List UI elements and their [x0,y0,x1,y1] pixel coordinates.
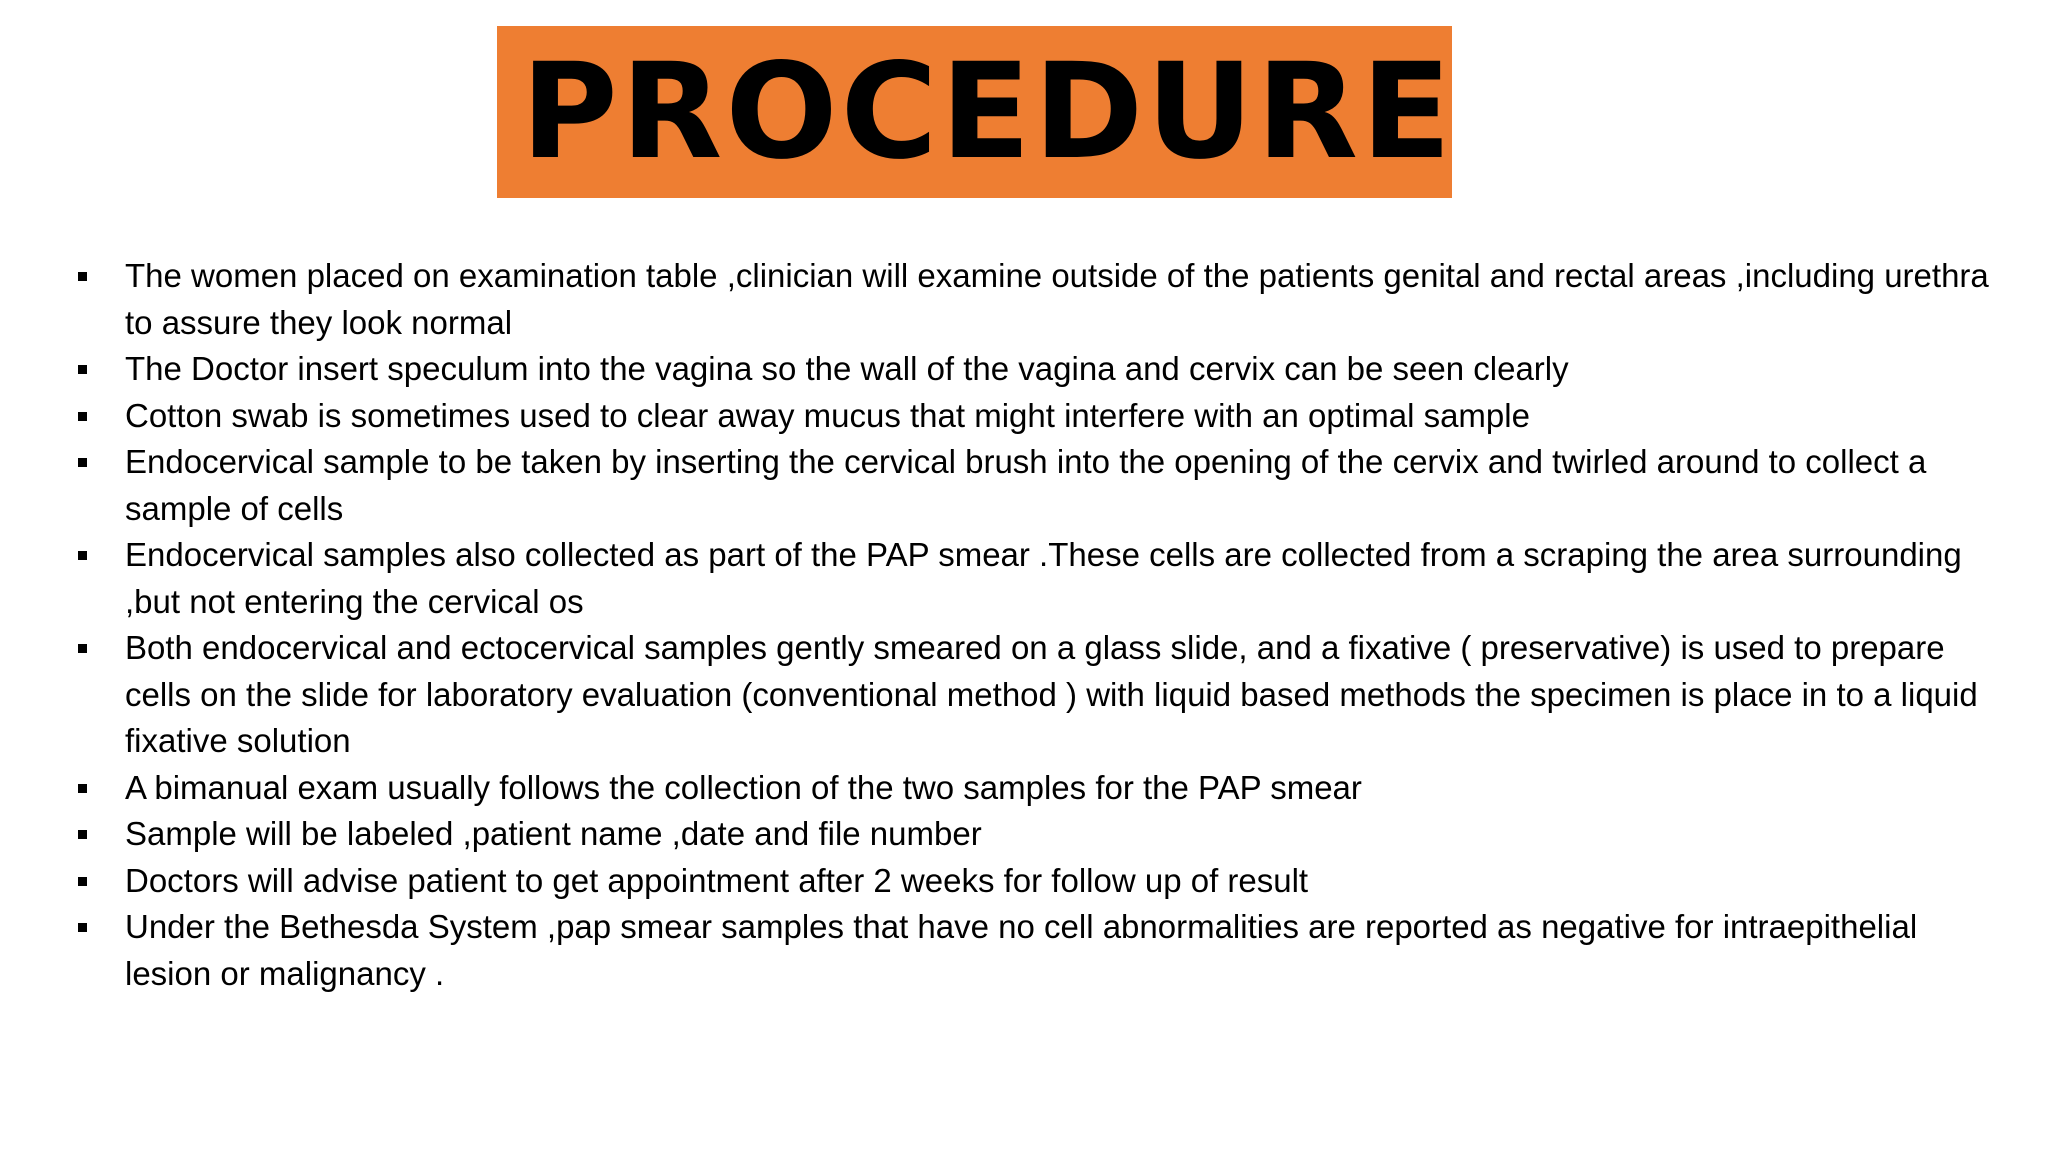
square-bullet-icon [78,272,87,281]
list-item-text: Doctors will advise patient to get appointment after 2 weeks for follow up of result [125,861,1309,899]
square-bullet-icon [78,644,87,653]
square-bullet-icon [78,365,87,374]
square-bullet-icon [78,412,87,421]
procedure-list [73,253,2003,997]
list-item [73,253,2003,346]
list-item-text: Endocervical samples also collected as part of the PAP smear .These cells are collected from a scraping the area surrounding ,but not entering the cervical os [125,536,1962,620]
square-bullet-icon [78,551,87,560]
square-bullet-icon [78,923,87,932]
list-item [73,904,2003,997]
list-item-text: A bimanual exam usually follows the collection of the two samples for the PAP smear [125,768,1362,806]
list-item [73,765,2003,812]
list-item [73,858,2003,905]
list-item-text: Sample will be labeled ,patient name ,date and file number [125,815,982,852]
list-item [73,811,2003,858]
list-item [73,532,2003,625]
title-banner [497,26,1455,198]
list-item-text: Endocervical sample to be taken by inserting the cervical brush into the opening of the cervix and twirled around to collect a sample of cells [125,443,1927,527]
list-item [73,439,2003,532]
list-item-text: Both endocervical and ectocervical samples gently smeared on a glass slide, and a fixative ( preservative) is used to prepare cells on the slide for laboratory evaluation (conventional method ) with liquid based methods the specimen is place in to a liquid fixative solution [125,629,1978,759]
slide-title: PROCEDURE [521,35,1455,189]
square-bullet-icon [78,784,87,793]
list-item-text: The women placed on examination table ,clinician will examine outside of the patients genital and rectal areas ,including urethra to assure they look normal [125,257,1989,341]
list-item [73,625,2003,765]
list-item-text: Cotton swab is sometimes used to clear away mucus that might interfere with an optimal sample [125,396,1530,434]
square-bullet-icon [78,830,87,839]
list-item-text: The Doctor insert speculum into the vagina so the wall of the vagina and cervix can be seen clearly [125,350,1569,387]
list-item [73,393,2003,440]
list-item-text: Under the Bethesda System ,pap smear samples that have no cell abnormalities are reported as negative for intraepithelial lesion or malignancy . [125,908,1918,992]
square-bullet-icon [78,458,87,467]
square-bullet-icon [78,877,87,886]
list-item [73,346,2003,393]
